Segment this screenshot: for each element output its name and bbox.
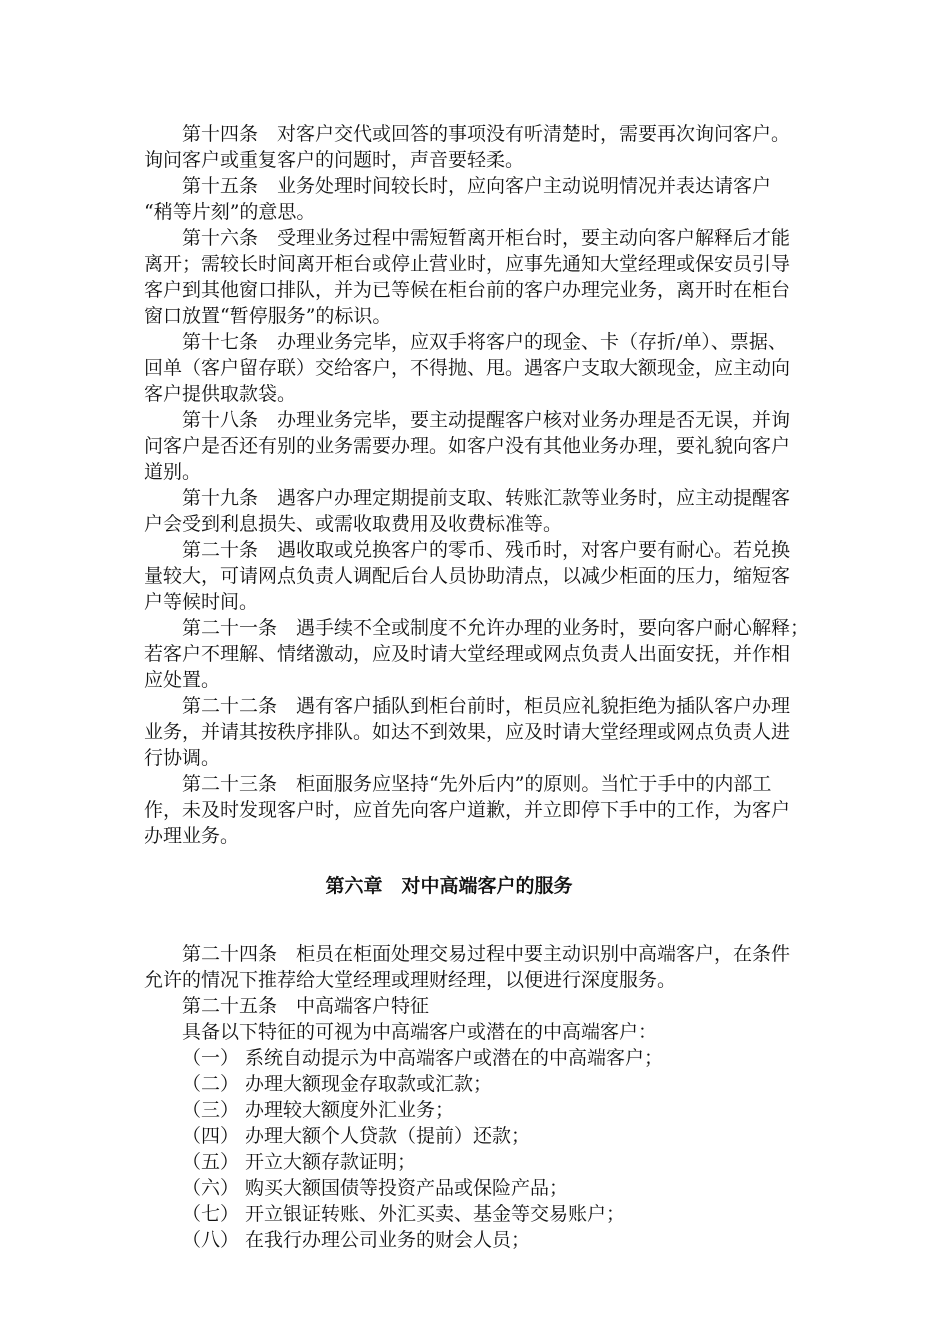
article-paragraph — [144, 1175, 804, 1201]
paragraph-line: 第二十二条 遇有客户插队到柜台前时，柜员应礼貌拒绝为插队客户办理 — [182, 695, 791, 717]
paragraph-line: 办理业务。 — [144, 825, 240, 847]
article-paragraph — [144, 537, 804, 615]
article-paragraph — [144, 1149, 804, 1175]
paragraph-line: 户等候时间。 — [144, 591, 259, 613]
paragraph-line: 离开；需较长时间离开柜台或停止营业时，应事先通知大堂经理或保安员引导 — [144, 253, 791, 275]
paragraph-line: 业务，并请其按秩序排队。如达不到效果，应及时请大堂经理或网点负责人进 — [144, 721, 791, 743]
article-paragraph — [144, 693, 804, 771]
paragraph-line: 第二十五条 中高端客户特征 — [182, 995, 430, 1017]
article-paragraph — [144, 1123, 804, 1149]
article-paragraph — [144, 329, 804, 407]
paragraph-line: （二） 办理大额现金存取款或汇款； — [182, 1073, 493, 1095]
paragraph-line: 客户提供取款袋。 — [144, 383, 297, 405]
paragraph-line: 第十七条 办理业务完毕，应双手将客户的现金、卡（存折/单）、票据、 — [182, 331, 787, 353]
paragraph-line: 道别。 — [144, 461, 202, 483]
article-paragraph — [144, 1227, 804, 1253]
article-paragraph — [144, 993, 804, 1019]
paragraph-line: （三） 办理较大额度外汇业务； — [182, 1099, 455, 1121]
paragraph-line: 回单（客户留存联）交给客户，不得抛、甩。遇客户支取大额现金，应主动向 — [144, 357, 791, 379]
paragraph-line: 第十四条 对客户交代或回答的事项没有听清楚时，需要再次询问客户。 — [182, 123, 791, 145]
article-paragraph — [144, 1097, 804, 1123]
paragraph-line: 第二十三条 柜面服务应坚持“先外后内”的原则。当忙于手中的内部工 — [182, 773, 772, 795]
paragraph-line: 窗口放置“暂停服务”的标识。 — [144, 305, 392, 327]
paragraph-line: 应处置。 — [144, 669, 221, 691]
paragraph-line: 询问客户或重复客户的问题时，声音要轻柔。 — [144, 149, 525, 171]
paragraph-line: 若客户不理解、情绪激动，应及时请大堂经理或网点负责人出面安抚，并作相 — [144, 643, 791, 665]
paragraph-line: 客户到其他窗口排队，并为已等候在柜台前的客户办理完业务，离开时在柜台 — [144, 279, 791, 301]
article-list-part-1 — [144, 121, 810, 849]
paragraph-line: 第二十一条 遇手续不全或制度不允许办理的业务时，要向客户耐心解释； — [182, 617, 810, 639]
article-paragraph — [144, 173, 804, 225]
paragraph-line: 允许的情况下推荐给大堂经理或理财经理，以便进行深度服务。 — [144, 969, 677, 991]
paragraph-line: 第十九条 遇客户办理定期提前支取、转账汇款等业务时，应主动提醒客 — [182, 487, 791, 509]
article-paragraph — [144, 407, 804, 485]
paragraph-line: 行协调。 — [144, 747, 221, 769]
article-paragraph — [144, 1019, 804, 1045]
paragraph-line: （七） 开立银证转账、外汇买卖、基金等交易账户； — [182, 1203, 626, 1225]
paragraph-line: （一） 系统自动提示为中高端客户或潜在的中高端客户； — [182, 1047, 664, 1069]
article-list-part-2 — [144, 941, 804, 1253]
article-paragraph — [144, 121, 804, 173]
paragraph-line: （四） 办理大额个人贷款（提前）还款； — [182, 1125, 531, 1147]
article-paragraph — [144, 1201, 804, 1227]
document-page — [144, 121, 810, 1253]
chapter-heading: 第六章 对中高端客户的服务 — [325, 875, 573, 897]
paragraph-line: 第二十条 遇收取或兑换客户的零币、残币时，对客户要有耐心。若兑换 — [182, 539, 791, 561]
paragraph-line: 第二十四条 柜员在柜面处理交易过程中要主动识别中高端客户，在条件 — [182, 943, 791, 965]
paragraph-line: （八） 在我行办理公司业务的财会人员； — [182, 1229, 531, 1251]
paragraph-line: （六） 购买大额国债等投资产品或保险产品； — [182, 1177, 569, 1199]
paragraph-line: 第十八条 办理业务完毕，要主动提醒客户核对业务办理是否无误，并询 — [182, 409, 791, 431]
article-paragraph — [144, 941, 804, 993]
article-paragraph — [144, 1045, 804, 1071]
paragraph-line: 第十五条 业务处理时间较长时，应向客户主动说明情况并表达请客户 — [182, 175, 772, 197]
paragraph-line: 具备以下特征的可视为中高端客户或潜在的中高端客户： — [182, 1021, 658, 1043]
paragraph-line: 户会受到利息损失、或需收取费用及收费标准等。 — [144, 513, 563, 535]
article-paragraph — [144, 1071, 804, 1097]
article-paragraph — [144, 485, 804, 537]
paragraph-line: 量较大，可请网点负责人调配后台人员协助清点，以减少柜面的压力，缩短客 — [144, 565, 791, 587]
article-paragraph — [144, 771, 804, 849]
paragraph-line: “稍等片刻”的意思。 — [144, 201, 316, 223]
paragraph-line: 作，未及时发现客户时，应首先向客户道歉，并立即停下手中的工作，为客户 — [144, 799, 791, 821]
paragraph-line: （五） 开立大额存款证明； — [182, 1151, 417, 1173]
article-paragraph — [144, 615, 810, 693]
article-paragraph — [144, 225, 804, 329]
paragraph-line: 问客户是否还有别的业务需要办理。如客户没有其他业务办理，要礼貌向客户 — [144, 435, 791, 457]
paragraph-line: 第十六条 受理业务过程中需短暂离开柜台时，要主动向客户解释后才能 — [182, 227, 791, 249]
